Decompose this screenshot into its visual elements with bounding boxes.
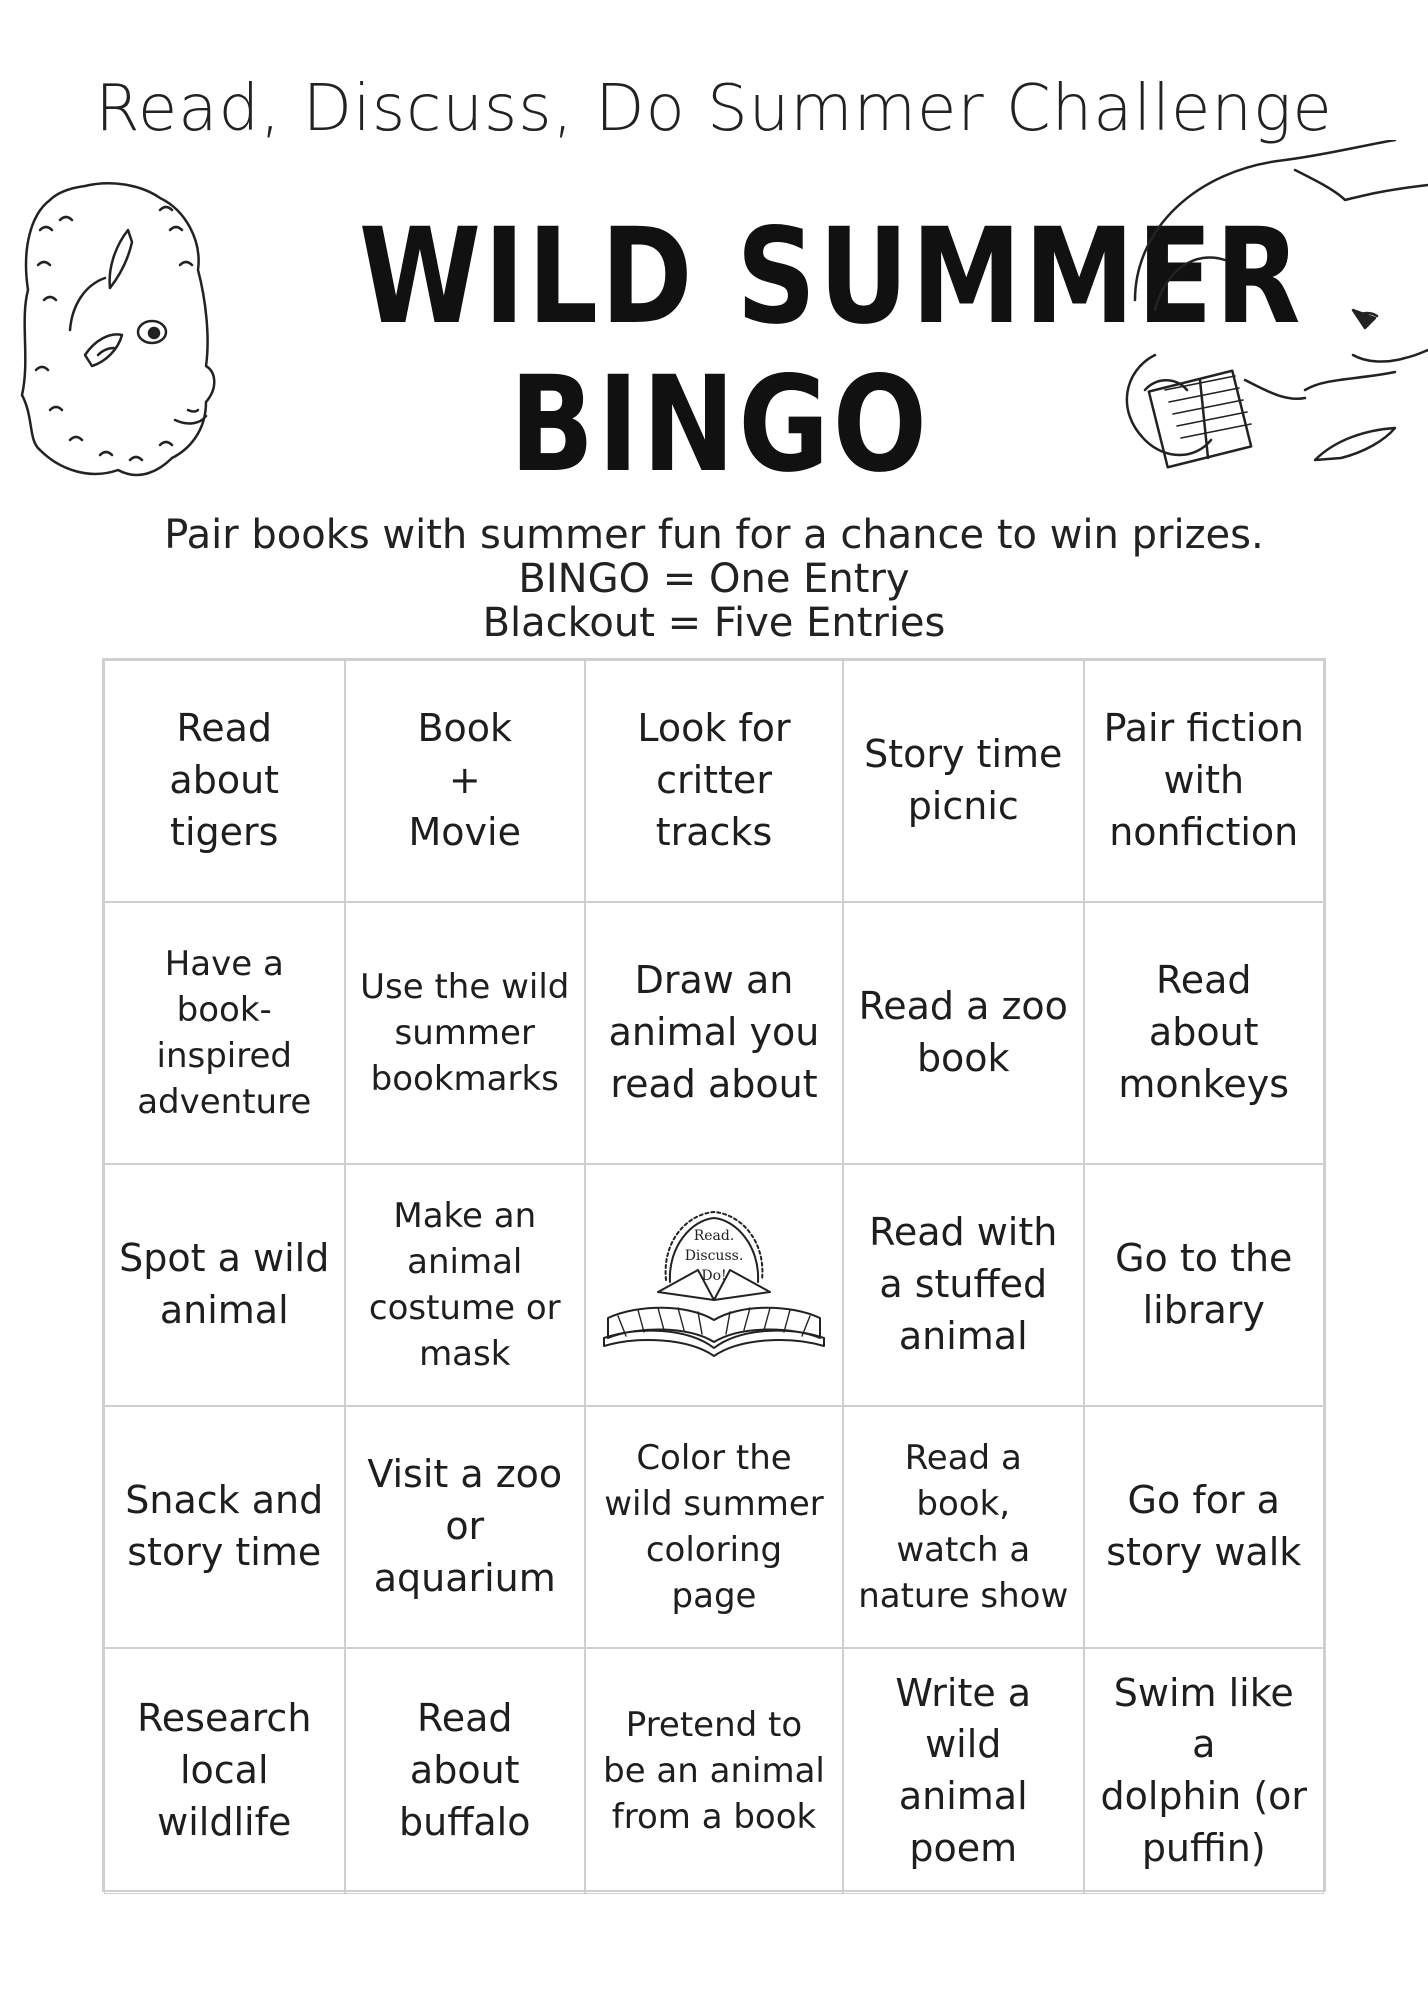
bingo-title-line2: BINGO <box>509 348 931 502</box>
bingo-cell[interactable]: Snack and story time <box>104 1406 345 1648</box>
bingo-grid <box>102 658 1326 1892</box>
bingo-cell[interactable]: Make an animal costume or mask <box>345 1164 586 1406</box>
bingo-cell[interactable]: Book + Movie <box>345 660 586 902</box>
logo-do-text: Do! <box>701 1268 727 1284</box>
subtitle-blackout-entry: Blackout = Five Entries <box>482 600 946 646</box>
logo-discuss-text: Discuss. <box>684 1248 744 1264</box>
logo-read-text: Read. <box>693 1228 735 1244</box>
bingo-cell[interactable]: Pretend to be an animal from a book <box>585 1648 843 1894</box>
bingo-cell[interactable]: Go to the library <box>1084 1164 1325 1406</box>
open-book-logo-icon <box>598 1200 830 1370</box>
bingo-cell[interactable]: Read a book, watch a nature show <box>843 1406 1084 1648</box>
bingo-cell[interactable]: Draw an animal you read about <box>585 902 843 1164</box>
bison-icon <box>10 170 225 490</box>
challenge-title: Read, Discuss, Do Summer Challenge <box>95 72 1333 146</box>
bingo-cell[interactable]: Read about tigers <box>104 660 345 902</box>
bingo-cell[interactable]: Research local wildlife <box>104 1648 345 1894</box>
bingo-cell[interactable]: Read with a stuffed animal <box>843 1164 1084 1406</box>
bingo-cell[interactable]: Color the wild summer coloring page <box>585 1406 843 1648</box>
bingo-cell[interactable]: Have a book- inspired adventure <box>104 902 345 1164</box>
bingo-cell[interactable]: Look for critter tracks <box>585 660 843 902</box>
bingo-cell[interactable]: Swim like a dolphin (or puffin) <box>1084 1648 1325 1894</box>
elephant-reading-icon <box>1095 140 1428 500</box>
bingo-cell[interactable]: Spot a wild animal <box>104 1164 345 1406</box>
bingo-cell[interactable]: Story time picnic <box>843 660 1084 902</box>
bingo-cell[interactable]: Read a zoo book <box>843 902 1084 1164</box>
bingo-cell[interactable]: Write a wild animal poem <box>843 1648 1084 1894</box>
bingo-title-line1: WILD SUMMER <box>358 200 1304 354</box>
bingo-cell[interactable]: Use the wild summer bookmarks <box>345 902 586 1164</box>
bingo-cell[interactable]: Go for a story walk <box>1084 1406 1325 1648</box>
bingo-cell[interactable]: Pair fiction with nonfiction <box>1084 660 1325 902</box>
subtitle-prizes: Pair books with summer fun for a chance to win prizes. <box>164 512 1264 558</box>
subtitle-bingo-entry: BINGO = One Entry <box>518 556 910 602</box>
bingo-cell[interactable]: Read about buffalo <box>345 1648 586 1894</box>
bingo-cell[interactable]: Read about monkeys <box>1084 902 1325 1164</box>
free-space-cell[interactable] <box>585 1164 843 1406</box>
bingo-cell[interactable]: Visit a zoo or aquarium <box>345 1406 586 1648</box>
